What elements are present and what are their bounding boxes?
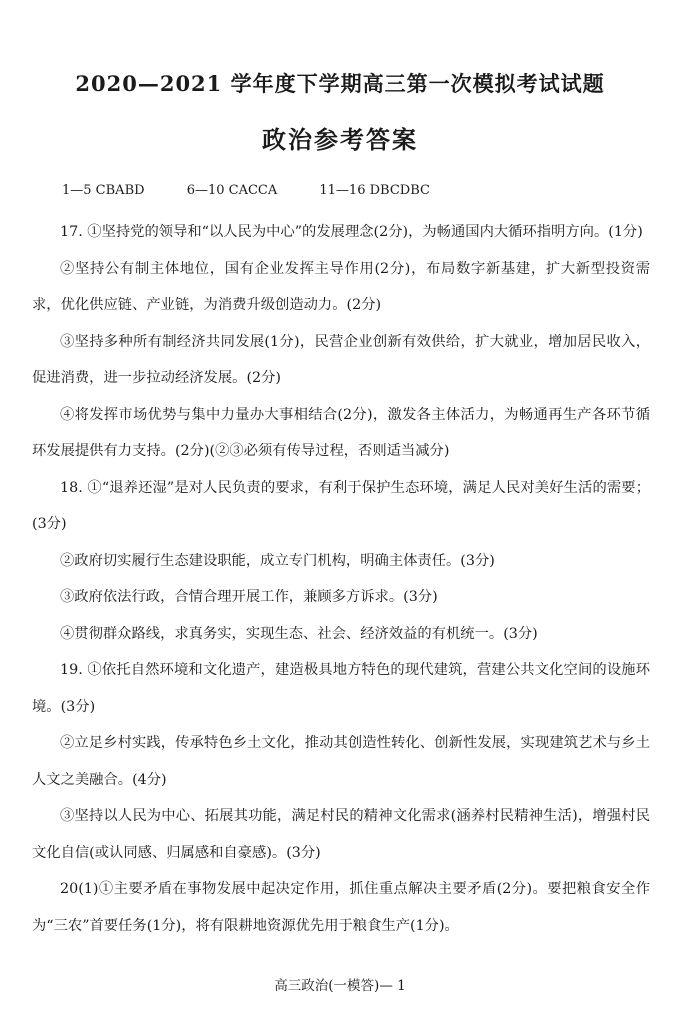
q17-point-2: ②坚持公有制主体地位，国有企业发挥主导作用(2分)，布局数字新基建，扩大新型投资需求，优化供应链、产业链，为消费升级创造动力。(2分) (32, 260, 650, 313)
mc-answers-1-5: 1—5 CBABD (62, 183, 145, 198)
mc-answers-6-10: 6—10 CACCA (186, 183, 278, 198)
q19-point-2: ②立足乡村实践，传承特色乡土文化，推动其创造性转化、创新性发展，实现建筑艺术与乡土人文之美融合。(4分) (32, 735, 650, 788)
page-footer: 高三政治(一模答)— 1 (274, 978, 406, 994)
q18-point-1: 18. ①“退养还湿”是对人民负责的要求，有利于保护生态环境，满足人民对美好生活的需要；(3分) (32, 479, 650, 532)
q18-point-3: ③政府依法行政，合情合理开展工作，兼顾多方诉求。(3分) (60, 589, 438, 605)
q18-point-4: ④贯彻群众路线，求真务实，实现生态、社会、经济效益的有机统一。(3分) (60, 625, 538, 642)
mc-answers-11-16: 11—16 DBCDBC (319, 183, 430, 198)
q17-point-1: 17. ①坚持党的领导和“以人民为中心”的发展理念(2分)，为畅通国内大循环指明方向。(1分) (60, 224, 643, 240)
q18-point-2: ②政府切实履行生态建设职能，成立专门机构，明确主体责任。(3分) (60, 552, 495, 569)
q19-point-1: 19. ①依托自然环境和文化遗产，建造极具地方特色的现代建筑，营建公共文化空间的设施环境。(3分) (32, 662, 650, 715)
exam-title: 2020—2021 学年度下学期高三第一次模拟考试试题 (75, 71, 605, 96)
answer-key-title: 政治参考答案 (262, 126, 418, 154)
q19-point-3: ③坚持以人民为中心、拓展其功能，满足村民的精神文化需求(涵养村民精神生活)，增强村民文化自信(或认同感、归属感和自豪感)。(3分) (32, 808, 650, 861)
answer-content (32, 214, 650, 944)
q20-part-1-point-1: 20(1)①主要矛盾在事物发展中起决定作用，抓住重点解决主要矛盾(2分)。要把粮食安全作为“三农”首要任务(1分)，将有限耕地资源优先用于粮食生产(1分)。 (32, 881, 650, 934)
multiple-choice-answers (62, 183, 430, 198)
q17-point-4: ④将发挥市场优势与集中力量办大事相结合(2分)，激发各主体活力，为畅通再生产各环节循环发展提供有力支持。(2分)(②③必须有传导过程，否则适当减分) (32, 406, 650, 459)
q17-point-3: ③坚持多种所有制经济共同发展(1分)，民营企业创新有效供给，扩大就业，增加居民收入，促进消费，进一步拉动经济发展。(2分) (32, 333, 650, 386)
